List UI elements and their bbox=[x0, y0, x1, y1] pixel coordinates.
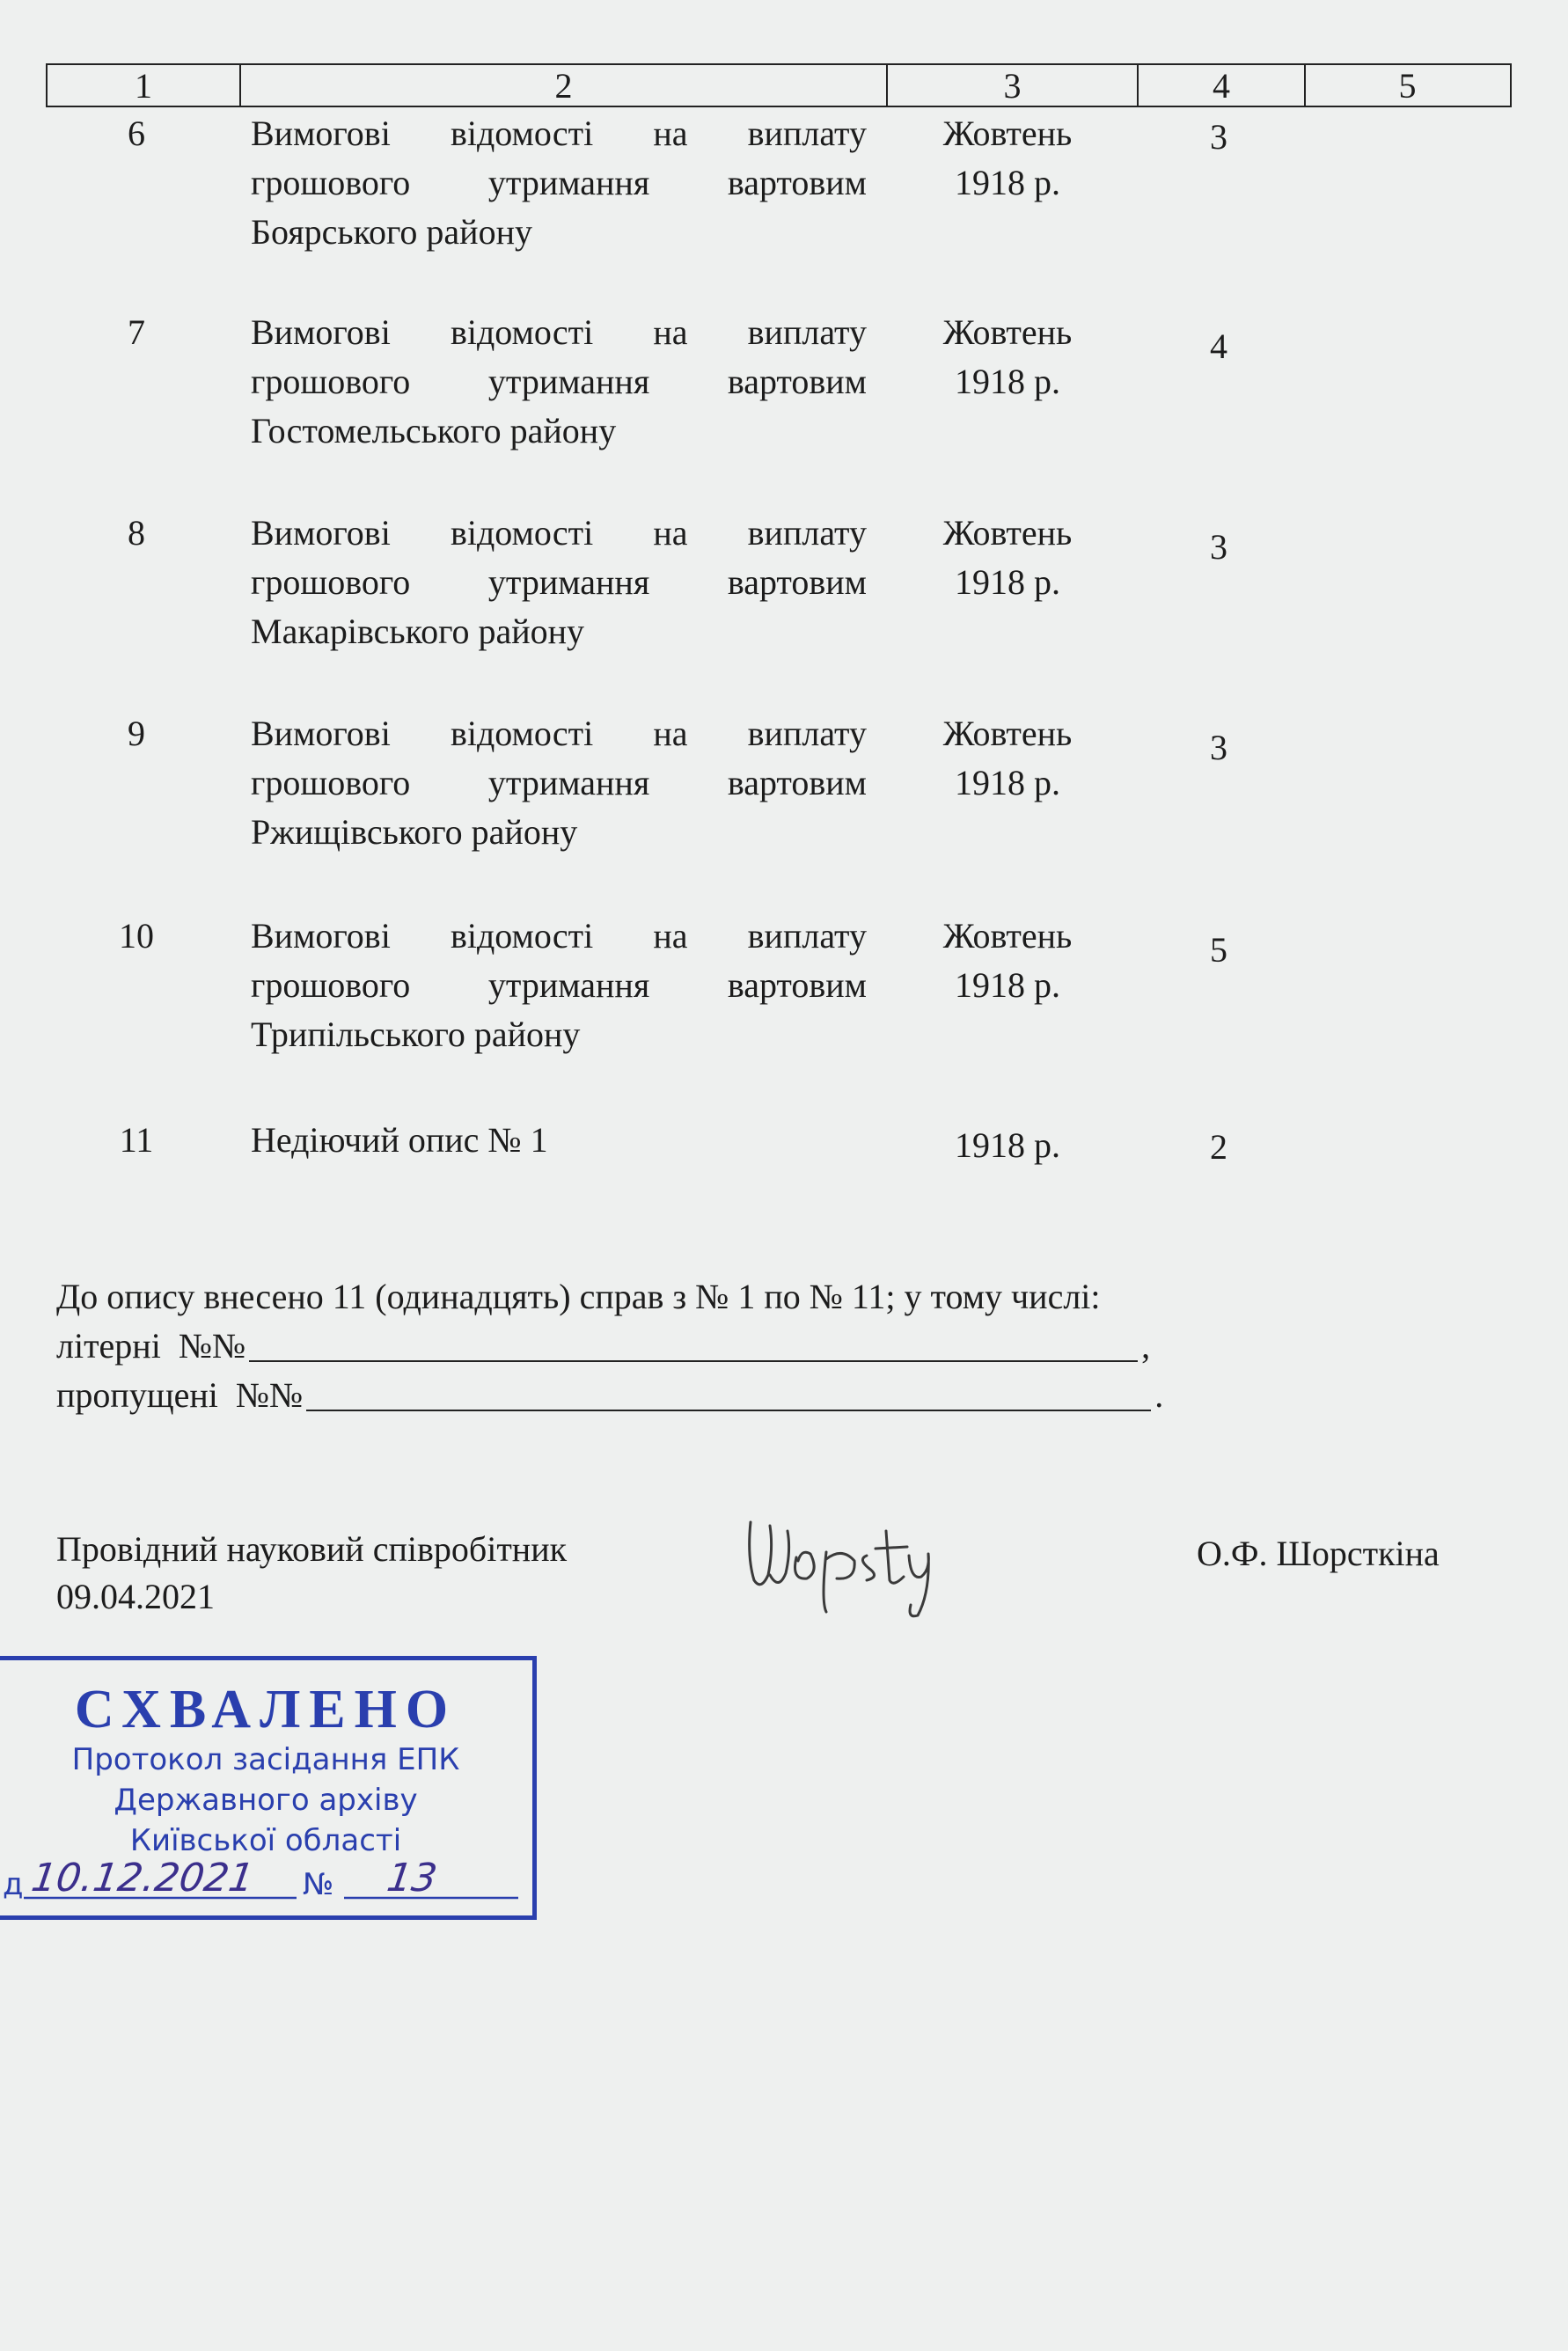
row-title bbox=[251, 912, 867, 1059]
header-col-1: 1 bbox=[48, 65, 241, 106]
row-title-line: Макарівського району bbox=[251, 612, 585, 651]
approval-stamp bbox=[0, 1656, 537, 1920]
row-date bbox=[915, 109, 1100, 208]
handwritten-signature bbox=[735, 1496, 937, 1619]
svg-text:№: № bbox=[303, 1867, 334, 1902]
table-header-row bbox=[46, 63, 1512, 107]
row-title bbox=[251, 509, 867, 656]
row-sheet-count: 5 bbox=[1210, 930, 1227, 970]
signatory-block bbox=[56, 1526, 567, 1621]
signatory-name: О.Ф. Шорсткіна bbox=[1197, 1534, 1440, 1573]
propushcheni-blank bbox=[306, 1374, 1151, 1411]
row-title-line: грошового утримання вартовим bbox=[251, 163, 867, 202]
row-sheet-count: 3 bbox=[1210, 728, 1227, 767]
propushcheni-label: пропущені №№ bbox=[56, 1375, 304, 1415]
row-date-year: 1918 р. bbox=[955, 163, 1060, 202]
row-sheet-count: 4 bbox=[1210, 326, 1227, 366]
row-title-line: грошового утримання вартовим bbox=[251, 763, 867, 802]
row-date-year: 1918 р. bbox=[955, 763, 1060, 802]
row-date-month: Жовтень bbox=[942, 714, 1073, 753]
row-date-year: 1918 р. bbox=[955, 362, 1060, 401]
row-title-line: Трипільського району bbox=[251, 1014, 581, 1054]
row-number: 7 bbox=[128, 312, 145, 352]
signatory-position: Провідний науковий співробітник bbox=[56, 1529, 568, 1569]
literni-end: , bbox=[1141, 1326, 1151, 1366]
row-date-year: 1918 р. bbox=[955, 562, 1060, 602]
row-date-month: Жовтень bbox=[942, 312, 1073, 352]
row-number: 8 bbox=[128, 513, 145, 553]
svg-text:СХВАЛЕНО: СХВАЛЕНО bbox=[74, 1680, 458, 1739]
signatory-date: 09.04.2021 bbox=[56, 1577, 215, 1616]
svg-text:10.12.2021: 10.12.2021 bbox=[28, 1856, 257, 1901]
literni-label: літерні №№ bbox=[56, 1326, 246, 1366]
row-title-line: Вимогові відомості на виплату bbox=[251, 916, 867, 956]
header-col-4: 4 bbox=[1139, 65, 1306, 106]
row-title bbox=[251, 109, 867, 257]
row-title-line: Вимогові відомості на виплату bbox=[251, 513, 867, 553]
svg-text:д: д bbox=[3, 1867, 24, 1902]
row-title bbox=[251, 308, 867, 456]
literni-line bbox=[56, 1322, 1288, 1371]
svg-text:Київської області: Київської області bbox=[129, 1823, 402, 1858]
row-title-line: Вимогові відомості на виплату bbox=[251, 114, 867, 153]
row-number: 9 bbox=[128, 714, 145, 753]
summary-line: До опису внесено 11 (одинадцять) справ з № 1 по № 11; у тому числі: bbox=[56, 1277, 1101, 1316]
row-title-line: грошового утримання вартовим bbox=[251, 362, 867, 401]
row-date-month: Жовтень bbox=[942, 114, 1073, 153]
row-title-line: Боярського району bbox=[251, 212, 532, 252]
row-title-line: Вимогові відомості на виплату bbox=[251, 312, 867, 352]
row-title-line: Ржищівського району bbox=[251, 812, 578, 852]
row-date bbox=[915, 509, 1100, 607]
row-sheet-count: 3 bbox=[1210, 117, 1227, 157]
row-title-line: Гостомельського району bbox=[251, 411, 617, 450]
row-date-month: Жовтень bbox=[942, 513, 1073, 553]
row-title-line: Недіючий опис № 1 bbox=[251, 1120, 548, 1160]
header-col-5: 5 bbox=[1398, 65, 1417, 106]
row-date bbox=[915, 308, 1100, 406]
literni-blank bbox=[249, 1325, 1138, 1362]
row-date bbox=[915, 1121, 1100, 1170]
propushcheni-end: . bbox=[1154, 1375, 1164, 1415]
inventory-summary bbox=[56, 1272, 1288, 1420]
row-title-line: грошового утримання вартовим bbox=[251, 965, 867, 1005]
header-col-2: 2 bbox=[241, 65, 888, 106]
row-sheet-count: 3 bbox=[1210, 527, 1227, 567]
row-sheet-count: 2 bbox=[1210, 1127, 1227, 1167]
row-date-year: 1918 р. bbox=[955, 1125, 1060, 1165]
row-title-line: Вимогові відомості на виплату bbox=[251, 714, 867, 753]
stamp-seal bbox=[0, 1660, 532, 1915]
row-title bbox=[251, 709, 867, 857]
row-number: 11 bbox=[119, 1120, 154, 1160]
row-title-line: грошового утримання вартовим bbox=[251, 562, 867, 602]
row-date-year: 1918 р. bbox=[955, 965, 1060, 1005]
row-date bbox=[915, 709, 1100, 808]
row-number: 10 bbox=[119, 916, 154, 956]
row-date bbox=[915, 912, 1100, 1010]
svg-text:Державного архіву: Державного архіву bbox=[114, 1783, 418, 1818]
svg-text:13: 13 bbox=[384, 1856, 440, 1901]
svg-text:Протокол засідання ЕПК: Протокол засідання ЕПК bbox=[71, 1742, 460, 1777]
propushcheni-line bbox=[56, 1371, 1288, 1420]
row-number: 6 bbox=[128, 114, 145, 153]
header-col-3: 3 bbox=[888, 65, 1139, 106]
row-title bbox=[251, 1116, 867, 1165]
row-date-month: Жовтень bbox=[942, 916, 1073, 956]
